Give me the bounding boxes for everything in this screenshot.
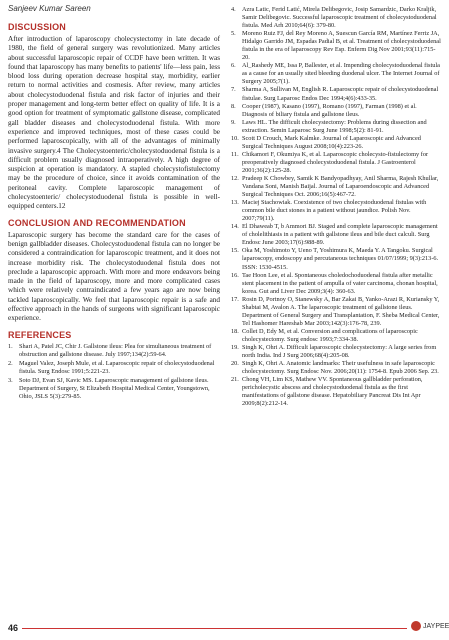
- references-list-right: [231, 6, 443, 408]
- conclusion-paragraph: Laparoscopic surgery has become the standard care for the cases of benign gallbladder diseases. Cholecystoduodenal fistula can no longer be considered a contraindication for laparoscopic treatment, and it does not increase morbidity risk. The cholecystoduodenal fistula does not preclude a laparoscopic approach. With more and more endeavors being made in the field of laparoscopy, more and more complicated cases which were relatively contraindicated a few years ago are now being tackled laparoscopically. We feel that laparoscopic repair is a safe and effective approach in the hands of surgeons with significant laparoscopic experience.: [8, 230, 220, 323]
- reference-number: 5.: [231, 30, 236, 38]
- reference-text: Soto DJ, Evan SJ, Kavic MS. Laparoscopic management of gallstone ileus. Department of Surgery, St Elizabeth Hospital Medical Center, Youngstown, Ohio, JSLS 5(3):279-85.: [19, 376, 210, 400]
- reference-number: 4.: [231, 6, 236, 13]
- reference-number: 2.: [8, 359, 13, 367]
- reference-number: 10.: [231, 134, 239, 142]
- conclusion-heading: CONCLUSION AND RECOMMENDATION: [8, 217, 186, 228]
- reference-item: [231, 376, 443, 408]
- reference-number: 3.: [8, 376, 13, 384]
- reference-item: [231, 6, 443, 30]
- references-heading: REFERENCES: [8, 329, 72, 340]
- references-list-left: [8, 343, 220, 401]
- reference-number: 19.: [231, 343, 239, 351]
- reference-number: 8.: [231, 102, 236, 110]
- reference-text: Shari A, Patel JC, Chir J. Gallstone ileus: Plea for simultaneous treatment of obstruction and gallstone disease. July 1997;134(2):59-64.: [19, 342, 212, 358]
- publisher-name: JAYPEE: [423, 622, 449, 630]
- reference-number: 18.: [231, 327, 239, 335]
- reference-number: 1.: [8, 342, 13, 350]
- reference-item: [231, 151, 443, 175]
- reference-item: [231, 344, 443, 360]
- reference-text: Oka M, Yoshimoto Y, Ueno T, Yoshimura K, Maeda Y. A Tangoku. Surgical laparoscopy, endoscopy and percutaneous techniques 01/07/1999; 9(3):213-6. ISSN: 1530-4515.: [242, 247, 439, 271]
- reference-number: 17.: [231, 295, 239, 303]
- reference-item: [231, 175, 443, 199]
- reference-item: [8, 360, 220, 376]
- reference-item: [231, 360, 443, 376]
- reference-text: Cooper (1987), Kasano (1997), Romano (1997), Farman (1998) et al. Diagnosis of biliary fistula and gallstone ileus.: [242, 102, 417, 118]
- reference-text: Chikamori F, Okumiya K, et al. Laparoscopic cholecysto-fistulectomy for preoperatively diagnosed cholecystoduodenal fistula. J Gastroenterol 2001;36(2):125-28.: [242, 150, 429, 174]
- reference-number: 12.: [231, 174, 239, 182]
- page-number: 46: [8, 623, 19, 633]
- reference-item: [231, 247, 443, 271]
- reference-text: Chong VH, Lim KS, Mathew VV. Spontaneous gallbladder perforation, pericholecystic abscess and cholecystoduodenal fistula as the first manifestations of gallstone disease. Hepatobiliary Pancreat Dis Int Apr 2009;8(2):212-14.: [242, 376, 423, 408]
- reference-text: Moreno Ruiz FJ, del Rey Moreno A, Suescun García RM, Martínez Ferriz JA, Hidalgo Garrido JM, Espadas Padial B, et al. Treatment of cholecystoduodenal fistula in the era of laparoscopy Rev Esp. Enferm Dig Nov 2001;93(11):715-20.: [242, 30, 441, 62]
- page-footer: [0, 618, 449, 640]
- reference-number: 6.: [231, 62, 236, 70]
- reference-text: Sharma A, Sullivan M, English R. Laparoscopic repair of cholecystoduodenal fistulae. Surg Laparosc Endos Dec 1994;4(6):433-35.: [242, 86, 439, 102]
- left-column: [8, 22, 220, 402]
- reference-item: [231, 135, 443, 151]
- reference-item: [231, 103, 443, 119]
- reference-item: [231, 119, 443, 135]
- reference-number: 15.: [231, 247, 239, 255]
- reference-text: Maguel Valez, Joseph Mule, et al. Laparoscopic repair of cholecystoduodenal fistula. Surg Endosc 1991;5:221-23.: [19, 359, 215, 375]
- right-column: [231, 6, 443, 408]
- reference-item: [8, 343, 220, 359]
- publisher-logo: [411, 621, 449, 631]
- reference-text: Maciej Stachowiak. Coexistence of two cholecystoduodenal fistulas with common bile duct stones in a patient without jaundice. Polish Nov. 2007;79(11).: [242, 199, 427, 223]
- footer-rule: [22, 628, 407, 629]
- reference-text: Singh K, Ohri A. Difficult laparoscopic cholecystectomy: A large series from north India. Ind J Surg 2006;68(4):205-08.: [242, 343, 437, 360]
- reference-item: [231, 86, 443, 102]
- publisher-logo-icon: [411, 621, 421, 631]
- reference-item: [231, 30, 443, 62]
- discussion-paragraph: After introduction of laparoscopy cholecystectomy in late decade of 1980, the field of general surgery was revolutionized. Many articles about successful laparoscopic repair of CCDF have been written. It was found that laparoscopy has many benefits to patients' life—less pain, less blood loss during operation decrease hospital stay, morbidity, earlier return to normal activities and cosmesis. After review, many articles about cholecystoduodenal fistula and risk factor of injuries and their proper management and long-term better effect on quality of life. It is a good option for treatment of symptomatic gallstone disease, complicated gall bladder diseases and cholecystoduodenal fistula. With more experience and improved techniques, most of these cases could be performed laparoscopically, with all of the advantages of minimally invasive surgery.4 The Cholecystoenteric/cholecystoduodenal fistula is a difficult problem usually diagnosed intraoperatively. A high degree of suspicion at operation is mandatory. A stapled cholecystofistulectomy may be the procedure of choice, since it avoids contamination of the peritoneal cavity. Complete laparoscopic management of cholecystoenteric/ cholecystoduodenal fistula is possible in well-equipped centers.12: [8, 35, 220, 211]
- reference-text: Laws HL. The difficult cholecystectomy: Problems during dissection and extraction. Semin Laparosc Surg June 1998;5(2): 81-91.: [242, 118, 427, 134]
- reference-item: [231, 296, 443, 328]
- reference-text: Al_Rashedy ME, Issa P, Ballester, et al. Impending cholecystoduodenal fistula as a cause for an usually sited bleeding duodenal ulcer. The Internet Journal of Surgery 2005;7(1).: [242, 62, 440, 86]
- reference-text: Scott D Crouch, Mark Kalmke. Journal of Laparoscopic and Advanced Surgical Techniques August 2008;10(4):223-26.: [242, 134, 421, 150]
- reference-number: 14.: [231, 223, 239, 231]
- reference-text: Collet D, Edy M, et al. Conversion and complications of laparoscopic cholecystectomy. Surg endosc 1993;7:334-38.: [242, 327, 418, 343]
- reference-item: [231, 223, 443, 247]
- running-head: Sanjeev Kumar Sareen: [8, 4, 91, 13]
- reference-number: 13.: [231, 199, 239, 207]
- reference-text: Pradeep K Chowbey, Samik K Bandyopadhyay, Anil Sharma, Rajesh Khullar, Vandana Soni, Manish Baijal. Journal of Laparoendoscopic and Advanced Surgical Techniques Oct. 2006;16(5):467-72.: [242, 174, 439, 199]
- reference-text: Tae Hoon Lee, et al. Spontaneous choledochoduodenal fistula after metallic stent placement in the patient of ampulla of vater carcinoma, chonan hospital, korea. Gut and Liver Dec 2009;3(4): 360-63.: [242, 271, 438, 295]
- reference-item: [231, 272, 443, 296]
- reference-text: Rosin D, Portnoy O, Stanewsky A, Bar Zakai B, Yanko-Arazi R, Kuriansky Y, Shabtai M, Avalon A. The laparoscopic treatment of gallstone ileus. Department of General Surgery and Transplantation, F. Sheba Medical Center, Tel Hashomer Hareshab Mar 2003;142(3):176-78, 239.: [242, 295, 440, 327]
- reference-number: 20.: [231, 360, 239, 368]
- reference-item: [231, 199, 443, 223]
- reference-item: [8, 377, 220, 401]
- reference-text: Azra Latic, Ferid Latić, Mirela Delibegovic, Josip Samardzic, Darko Kraljik, Samir Delibegovic. Successful laparoscopic treatment of cholecystoduodenal fistula. Med Arh 2010;64(6): 379-80.: [242, 6, 437, 30]
- reference-item: [231, 62, 443, 86]
- reference-number: 21.: [231, 376, 239, 384]
- reference-item: [231, 328, 443, 344]
- reference-text: Singh K, Ohri A. Anatomic landmarks: Their usefulness in safe laparoscopic cholecystectomy. Surg Endosc Nov. 2006;20(11): 1754-8. Epub 2006 Sep. 23.: [242, 360, 439, 376]
- reference-number: 16.: [231, 271, 239, 279]
- reference-text: El Dhaweab T, b Ammori BJ. Staged and complete laparoscopic management of cholelithiasis in a patient with gallstone ileus and bile duct calculi. Surg Endosc June 2003;17(6):988-89.: [242, 223, 438, 247]
- reference-number: 7.: [231, 86, 236, 94]
- reference-number: 11.: [231, 150, 239, 158]
- reference-number: 9.: [231, 118, 236, 126]
- discussion-heading: DISCUSSION: [8, 22, 67, 32]
